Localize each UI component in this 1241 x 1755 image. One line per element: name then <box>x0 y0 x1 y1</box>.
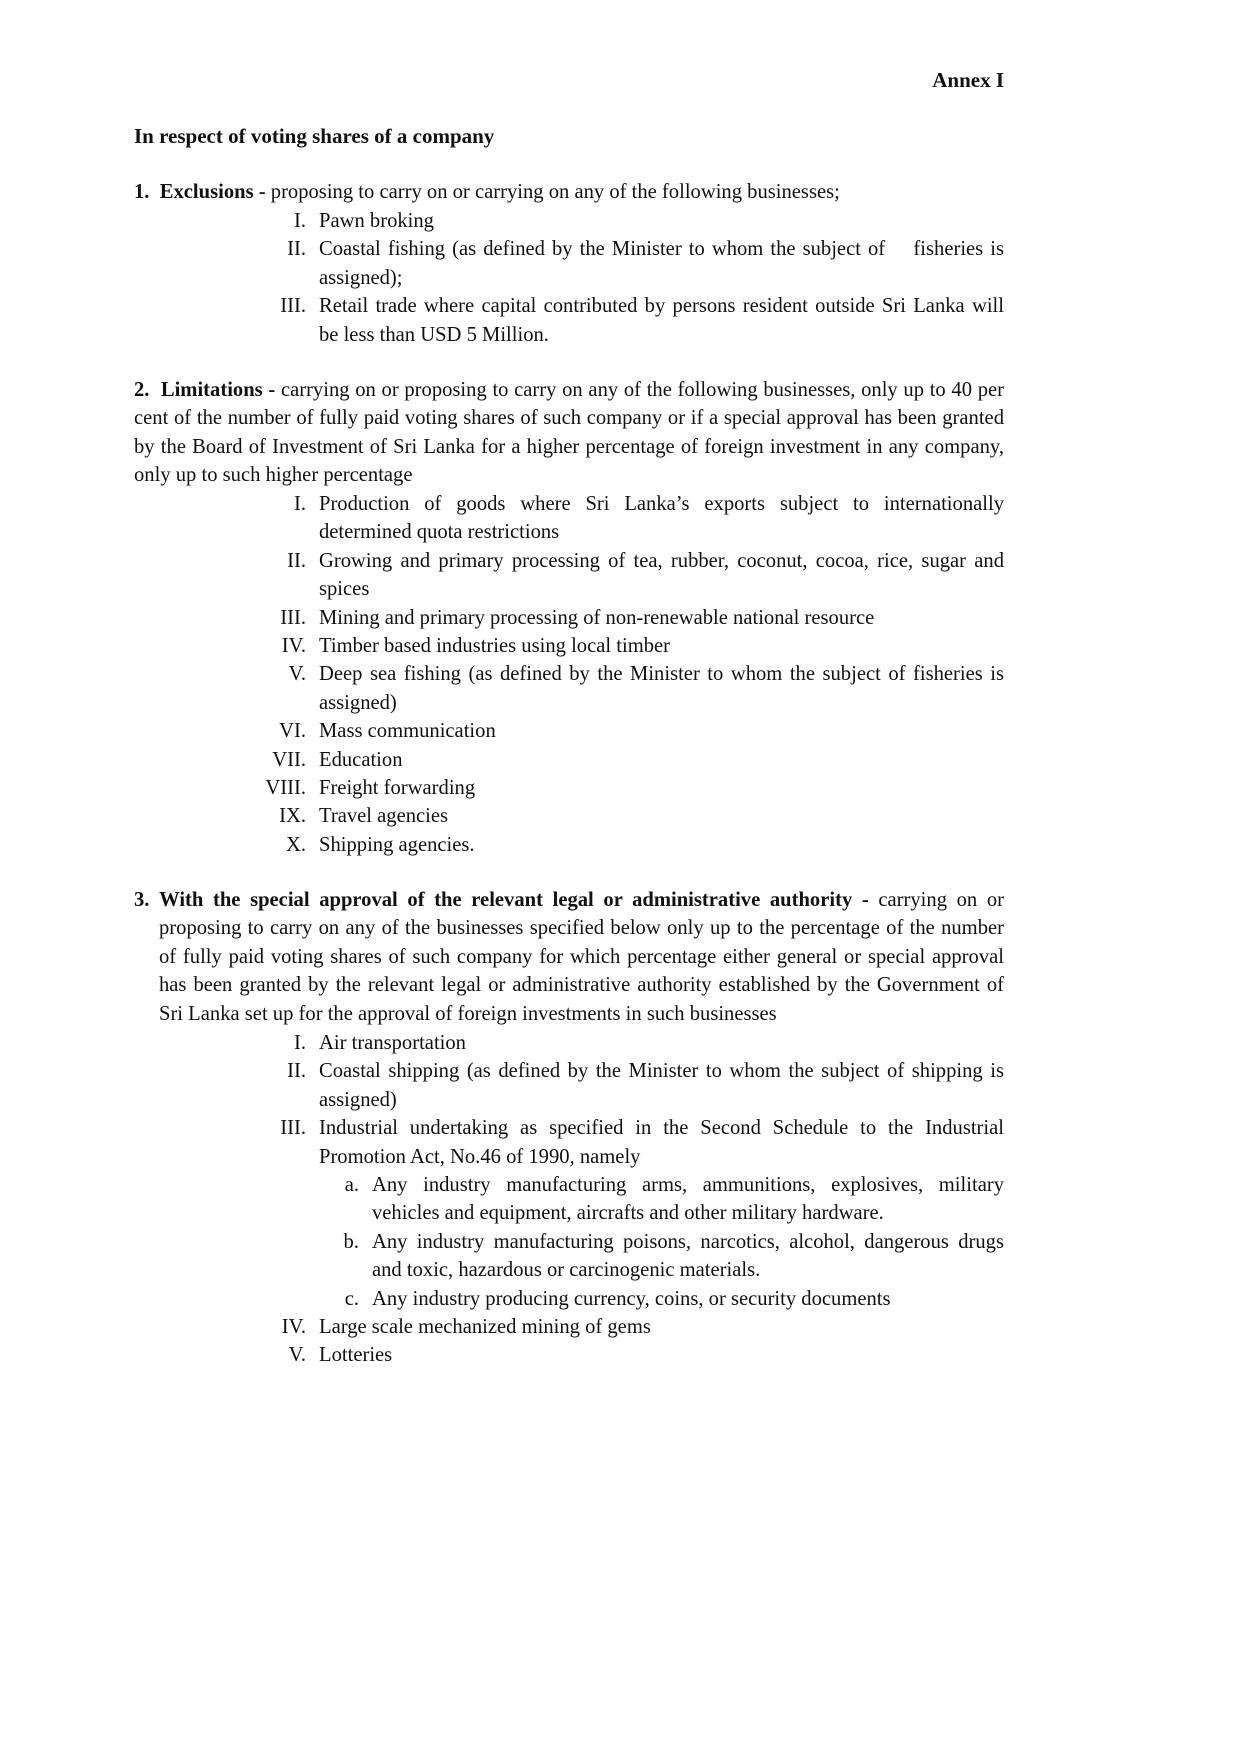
list-item: III. Retail trade where capital contributed by persons resident outside Sri Lanka will be less than USD 5 Million. <box>280 295 1004 346</box>
section-3-intro: 3. With the special approval of the relevant legal or administrative authority - carrying on or proposing to carry on any of the businesses specified below only up to the percentage of the number of fully paid voting shares of such company for which percentage either general or special approval has been granted by the relevant legal or administrative authority established by the Government of Sri Lanka set up for the approval of foreign investments in such businesses <box>134 889 1005 1025</box>
list-item: V. Lotteries <box>288 1344 393 1367</box>
section-1-intro: 1. Exclusions - proposing to carry on or carrying on any of the following businesses; <box>134 181 840 203</box>
list-item: II. Coastal shipping (as defined by the Minister to whom the subject of shipping is assigned) <box>287 1060 1004 1111</box>
list-item: VIII. Freight forwarding <box>265 777 476 800</box>
sub-list-item: a. Any industry manufacturing arms, ammunitions, explosives, military vehicles and equipment, aircrafts and other military hardware. <box>344 1174 1004 1225</box>
section-3-list <box>262 1029 1004 1370</box>
document-heading: In respect of voting shares of a company <box>134 124 495 148</box>
list-item: I. Air transportation <box>293 1032 466 1054</box>
list-item: III. Industrial undertaking as specified in the Second Schedule to the Industrial Promotion Act, No.46 of 1990, namely <box>280 1117 1004 1168</box>
sub-list-item: c. Any industry producing currency, coins, or security documents <box>344 1287 891 1310</box>
list-item: VII. Education <box>272 748 403 771</box>
section-1-title: Exclusions <box>159 181 254 203</box>
list-item: II. Growing and primary processing of tea, rubber, coconut, cocoa, rice, sugar and spices <box>287 549 1004 601</box>
sub-list <box>319 1171 1004 1313</box>
section-3-intro-text: carrying on or proposing to carry on any of the businesses specified below only up to the percentage of the number of fully paid voting shares of such company for which percentage either general or special approval has been granted by the relevant legal or administrative authority established by the Government of Sri Lanka set up for the approval of foreign investments in such businesses <box>159 889 1005 1025</box>
list-item: IV. Timber based industries using local timber <box>281 635 671 658</box>
section-1-number: 1. <box>134 181 150 203</box>
section-2-intro-text: carrying on or proposing to carry on any of the following businesses, only up to 40 per cent of the number of fully paid voting shares of such company or if a special approval has been granted by the Board of Investment of Sri Lanka for a higher percentage of foreign investment in any company, only up to such higher percentage <box>134 379 1005 487</box>
list-item: X. Shipping agencies. <box>285 833 475 856</box>
list-item: IV. Large scale mechanized mining of gems <box>281 1316 651 1339</box>
section-2-title: Limitations <box>160 379 263 401</box>
list-item: IX. Travel agencies <box>279 805 449 828</box>
section-1-intro-text: proposing to carry on or carrying on any of the following businesses; <box>270 181 840 203</box>
list-item: I. Production of goods where Sri Lanka’s exports subject to internationally determined quota restrictions <box>293 493 1004 544</box>
section-3-title: With the special approval of the relevant legal or administrative authority <box>159 889 853 911</box>
section-2-intro: 2. Limitations - carrying on or proposing to carry on any of the following businesses, only up to 40 per cent of the number of fully paid voting shares of such company or if a special approval has been granted by the Board of Investment of Sri Lanka for a higher percentage of foreign investment in any company, only up to such higher percentage <box>134 379 1005 487</box>
section-2-list <box>262 490 1004 859</box>
annex-label: Annex I <box>932 68 1004 92</box>
section-2-number: 2. <box>134 379 150 401</box>
sub-list-item: b. Any industry manufacturing poisons, narcotics, alcohol, dangerous drugs and toxic, hazardous or carcinogenic materials. <box>343 1230 1004 1282</box>
list-item: III. Mining and primary processing of non-renewable national resource <box>280 606 875 629</box>
list-item: I. Pawn broking <box>293 210 434 232</box>
section-1-list <box>262 207 1010 349</box>
list-item: V. Deep sea fishing (as defined by the Minister to whom the subject of fisheries is assigned) <box>288 663 1004 714</box>
list-item: II. Coastal fishing (as defined by the Minister to whom the subject of fisheries is assigned); <box>287 238 1010 289</box>
section-3-number: 3. <box>134 889 150 911</box>
list-item: VI. Mass communication <box>279 720 496 743</box>
